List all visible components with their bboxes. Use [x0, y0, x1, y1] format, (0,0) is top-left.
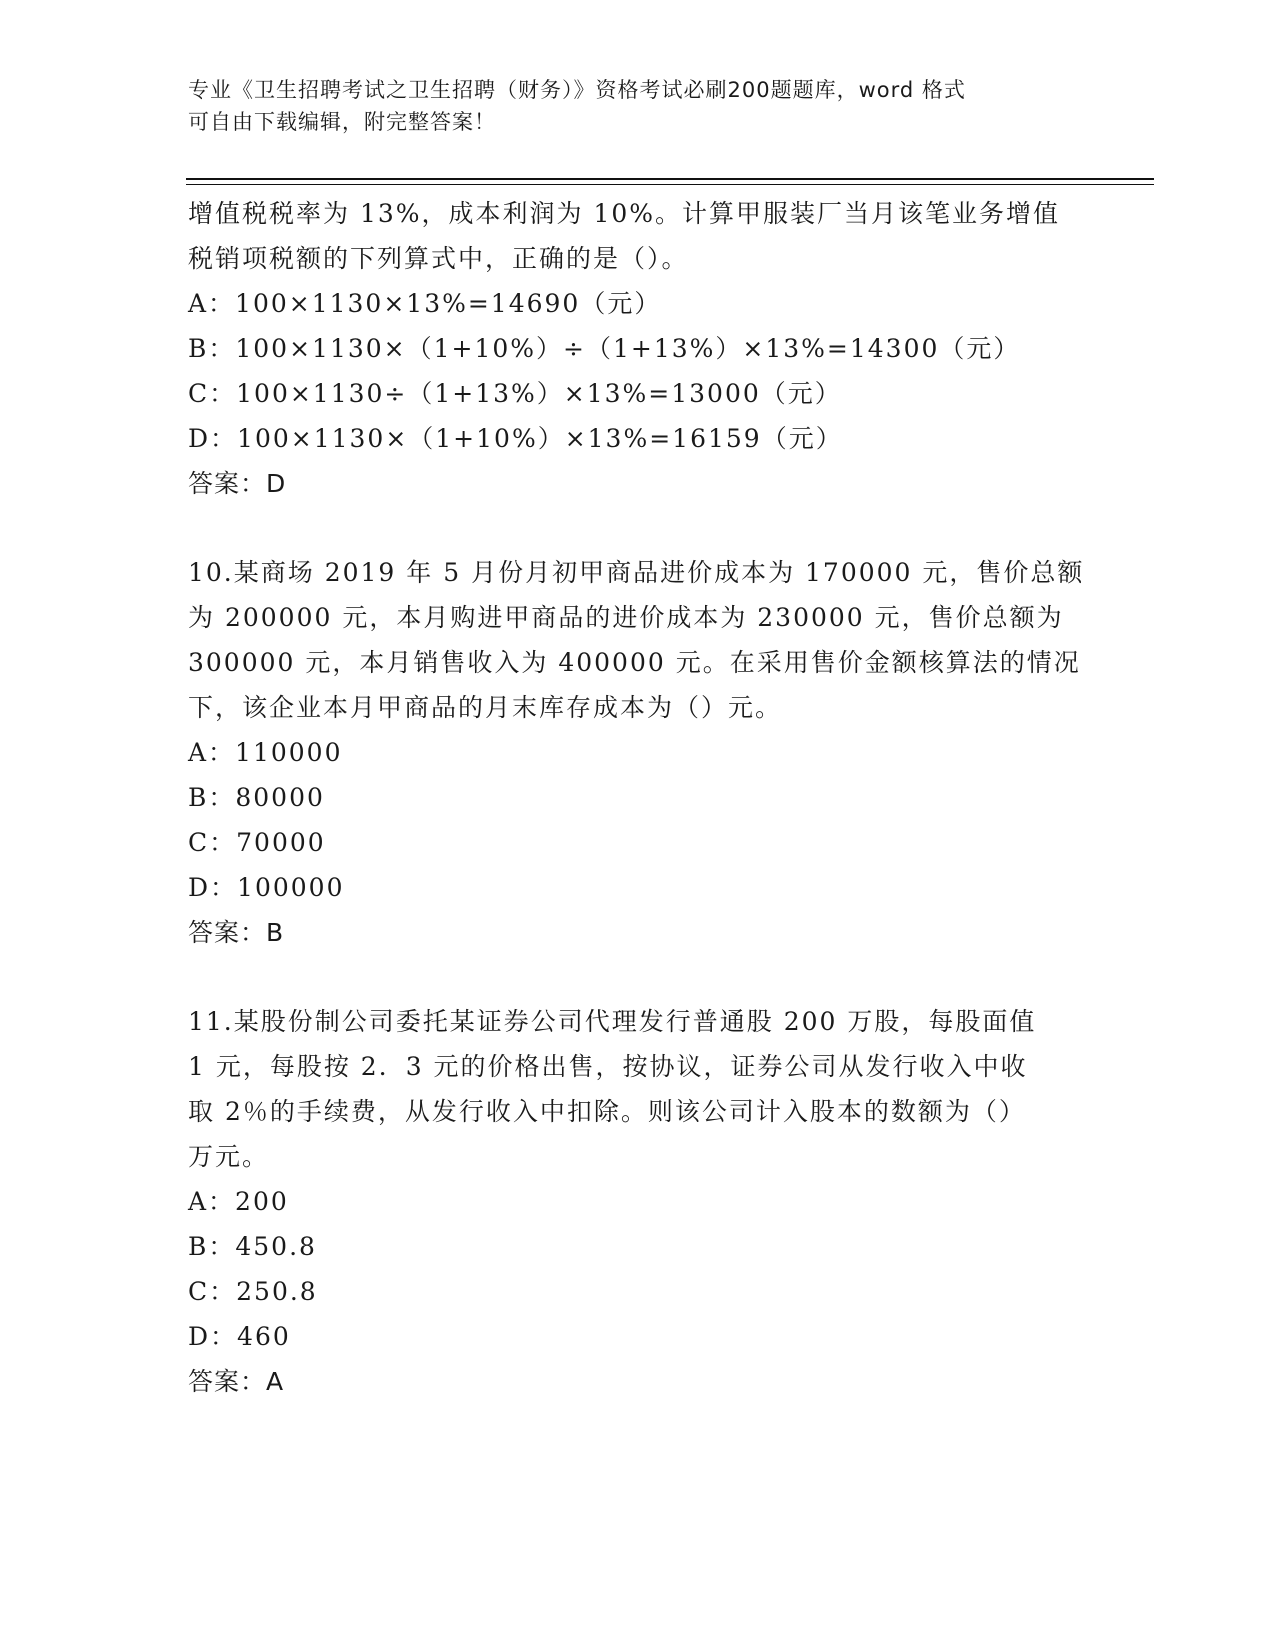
question-block: [188, 191, 1088, 506]
question-stem-line: 300000 元，本月销售收入为 400000 元。在采用售价金额核算法的情况: [188, 648, 1081, 677]
header-line-1: 专业《卫生招聘考试之卫生招聘（财务）》资格考试必刷200题题库，word 格式: [188, 78, 966, 102]
question-stem-line: 增值税税率为 13%，成本利润为 10%。计算甲服装厂当月该笔业务增值: [188, 199, 1061, 228]
question-stem-line: 税销项税额的下列算式中，正确的是（）。: [188, 244, 689, 273]
option-b: B：80000: [188, 783, 325, 812]
option-b: B：100×1130×（1+10%）÷（1+13%）×13%=14300（元）: [188, 334, 1021, 363]
question-stem-line: 1 元，每股按 2．3 元的价格出售，按协议，证券公司从发行收入中收: [188, 1052, 1028, 1081]
answer-line: 答案：D: [188, 469, 287, 498]
question-stem-line: 11.某股份制公司委托某证券公司代理发行普通股 200 万股，每股面值: [188, 1007, 1037, 1036]
answer-line: 答案：A: [188, 1367, 285, 1396]
option-d: D：100000: [188, 873, 345, 902]
option-a: A：200: [188, 1187, 289, 1216]
option-a: A：110000: [188, 738, 343, 767]
question-stem-line: 为 200000 元，本月购进甲商品的进价成本为 230000 元，售价总额为: [188, 603, 1064, 632]
question-list: [188, 191, 1088, 1404]
answer-line: 答案：B: [188, 918, 285, 947]
question-stem-line: 下，该企业本月甲商品的月末库存成本为（）元。: [188, 693, 783, 722]
question-block: [188, 999, 1088, 1404]
option-c: C：250.8: [188, 1277, 318, 1306]
option-b: B：450.8: [188, 1232, 317, 1261]
header-line-2: 可自由下载编辑，附完整答案！: [188, 110, 496, 134]
option-c: C：70000: [188, 828, 326, 857]
option-d: D：460: [188, 1322, 291, 1351]
document-header: [188, 74, 1088, 138]
option-c: C：100×1130÷（1+13%）×13%=13000（元）: [188, 379, 842, 408]
question-stem-line: 取 2％的手续费，从发行收入中扣除。则该公司计入股本的数额为（）: [188, 1097, 1026, 1126]
option-a: A：100×1130×13%=14690（元）: [188, 289, 662, 318]
question-stem-line: 万元。: [188, 1142, 270, 1171]
option-d: D：100×1130×（1+10%）×13%=16159（元）: [188, 424, 843, 453]
question-stem-line: 10.某商场 2019 年 5 月份月初甲商品进价成本为 170000 元，售价总额: [188, 558, 1085, 587]
header-rule-thick: [186, 178, 1154, 180]
question-block: [188, 550, 1088, 955]
header-rule-thin: [186, 184, 1154, 185]
